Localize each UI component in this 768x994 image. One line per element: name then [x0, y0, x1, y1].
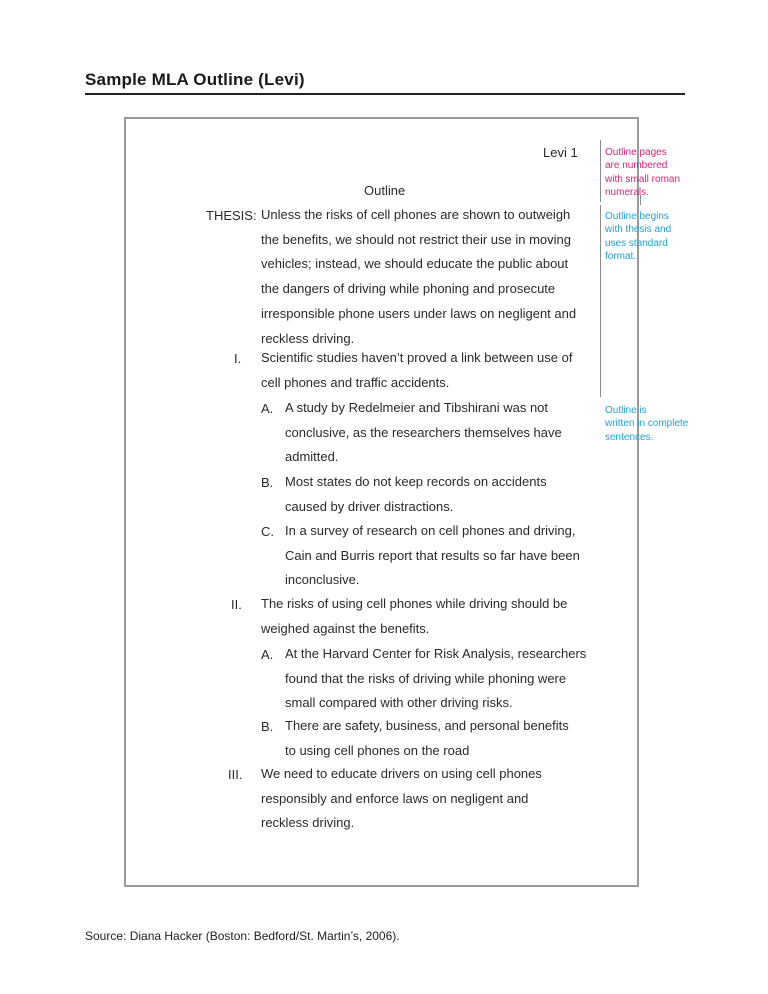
section-numeral: III.	[228, 767, 243, 782]
section-text: We need to educate drivers on using cell phones responsibly and enforce laws on negligent and reckless driving.	[261, 766, 542, 831]
annotation-rule	[600, 140, 601, 202]
annotation-page-numbering: Outline pages are numbered with small roman numerals.	[605, 147, 681, 198]
item-letter: A.	[261, 647, 274, 662]
item-text: At the Harvard Center for Risk Analysis, researchers found that the risks of driving while phoning were small compared with other driving risks.	[285, 646, 587, 711]
item-letter: B.	[261, 719, 274, 734]
item-letter: B.	[261, 475, 274, 490]
thesis-label: THESIS:	[206, 208, 257, 223]
item-letter: A.	[261, 401, 274, 416]
annotation-rule	[600, 205, 601, 397]
item-text: Most states do not keep records on accidents caused by driver distractions.	[285, 474, 547, 514]
section-text: Scientific studies haven’t proved a link between use of cell phones and traffic accidents.	[261, 350, 573, 390]
running-head: Levi 1	[543, 145, 578, 160]
page-title: Sample MLA Outline (Levi)	[85, 70, 305, 89]
source-citation: Source: Diana Hacker (Boston: Bedford/St. Martin’s, 2006).	[85, 929, 400, 943]
section-text: The risks of using cell phones while driving should be weighed against the benefits.	[261, 596, 568, 636]
section-numeral: II.	[231, 597, 242, 612]
item-text: There are safety, business, and personal benefits to using cell phones on the road	[285, 718, 569, 758]
title-underline	[85, 93, 685, 95]
annotation-complete-sentences: Outline is written in complete sentences.	[605, 405, 689, 443]
outline-title: Outline	[364, 183, 406, 198]
item-letter: C.	[261, 524, 274, 539]
thesis-text: Unless the risks of cell phones are shown to outweigh the benefits, we should not restrict their use in moving vehicles; instead, we should educate the public about the dangers of driving while phoning and prosecute irresponsible phone users under laws on negligent and reckless driving.	[261, 207, 577, 346]
annotation-thesis-format: Outline begins with thesis and uses standard format.	[605, 211, 672, 262]
item-text: A study by Redelmeier and Tibshirani was not conclusive, as the researchers themselves have admitted.	[285, 400, 562, 465]
item-text: In a survey of research on cell phones and driving, Cain and Burris report that results so far have been inconclusive.	[285, 523, 580, 588]
section-numeral: I.	[234, 351, 242, 366]
